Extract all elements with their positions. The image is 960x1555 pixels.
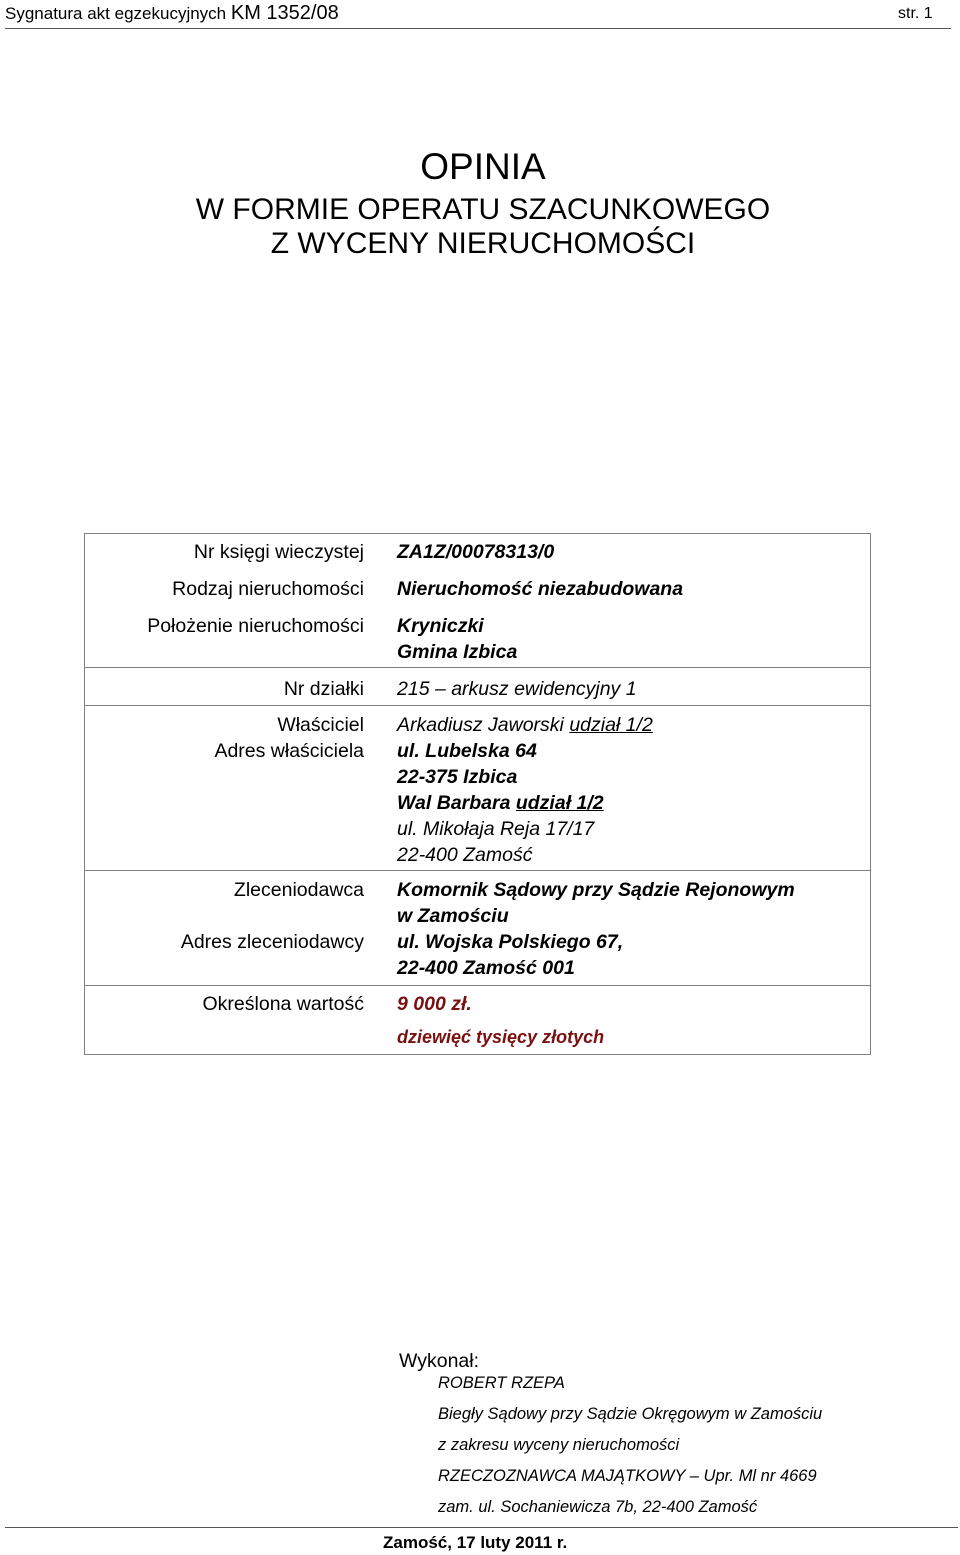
header-divider [5, 28, 951, 29]
client-line-3: ul. Wojska Polskiego 67, [397, 931, 624, 953]
plot-value: 215 – arkusz ewidencyjny 1 [397, 678, 637, 700]
client-label: Zleceniodawca [233, 879, 364, 901]
client-line-2: w Zamościu [397, 905, 509, 927]
property-type-label: Rodzaj nieruchomości [172, 578, 364, 600]
property-type-value: Nieruchomość niezabudowana [397, 578, 684, 600]
page-header [0, 0, 960, 30]
case-signature [5, 2, 339, 25]
owner-address-label: Adres właściciela [214, 740, 364, 762]
owner1-street: ul. Lubelska 64 [397, 740, 537, 762]
property-info-table [84, 533, 871, 1055]
owner2-name: Wal Barbara [397, 792, 516, 814]
client-line-4: 22-400 Zamość 001 [397, 957, 575, 979]
expert-scope: z zakresu wyceny nieruchomości [438, 1436, 680, 1454]
expert-license: RZECZOZNAWCA MAJĄTKOWY – Upr. Ml nr 4669 [438, 1467, 817, 1485]
signature-label: Wykonał: [399, 1350, 480, 1372]
location-label: Położenie nieruchomości [147, 615, 364, 637]
expert-role: Biegły Sądowy przy Sądzie Okręgowym w Zamościu [438, 1405, 823, 1423]
case-signature-label: Sygnatura akt egzekucyjnych [5, 4, 227, 23]
land-register-label: Nr księgi wieczystej [193, 541, 364, 563]
document-title: OPINIA [420, 146, 546, 187]
owner2-city: 22-400 Zamość [397, 844, 533, 866]
footer-divider [5, 1527, 958, 1528]
plot-label: Nr działki [283, 678, 364, 700]
expert-name: ROBERT RZEPA [438, 1374, 565, 1392]
location-commune: Gmina Izbica [397, 641, 518, 663]
location-village: Kryniczki [397, 615, 484, 637]
client-line-1: Komornik Sądowy przy Sądzie Rejonowym [397, 879, 795, 901]
document-subtitle-1: W FORMIE OPERATU SZACUNKOWEGO [195, 193, 771, 226]
client-address-label: Adres zleceniodawcy [180, 931, 364, 953]
row-divider [85, 705, 870, 706]
value-label: Określona wartość [202, 993, 364, 1015]
owner1-share: udział 1/2 [569, 714, 653, 736]
row-divider [85, 870, 870, 871]
document-subtitle-2: Z WYCENY NIERUCHOMOŚCI [270, 227, 696, 260]
value-in-words: dziewięć tysięcy złotych [397, 1027, 605, 1047]
case-number: KM 1352/08 [230, 2, 339, 24]
owner1-line [397, 714, 653, 737]
row-divider [85, 667, 870, 668]
owner2-street: ul. Mikołaja Reja 17/17 [397, 818, 595, 840]
land-register-value: ZA1Z/00078313/0 [397, 541, 555, 563]
owner1-city: 22-375 Izbica [397, 766, 518, 788]
owner2-share: udział 1/2 [515, 792, 604, 814]
owner2-line [397, 792, 604, 815]
row-divider [85, 985, 870, 986]
place-date: Zamość, 17 luty 2011 r. [383, 1533, 568, 1552]
value-amount: 9 000 zł. [397, 993, 472, 1015]
owner1-name: Arkadiusz Jaworski [397, 714, 570, 736]
page-number: str. 1 [898, 5, 933, 22]
owner-label: Właściciel [277, 714, 364, 736]
expert-address: zam. ul. Sochaniewicza 7b, 22-400 Zamość [438, 1498, 758, 1516]
